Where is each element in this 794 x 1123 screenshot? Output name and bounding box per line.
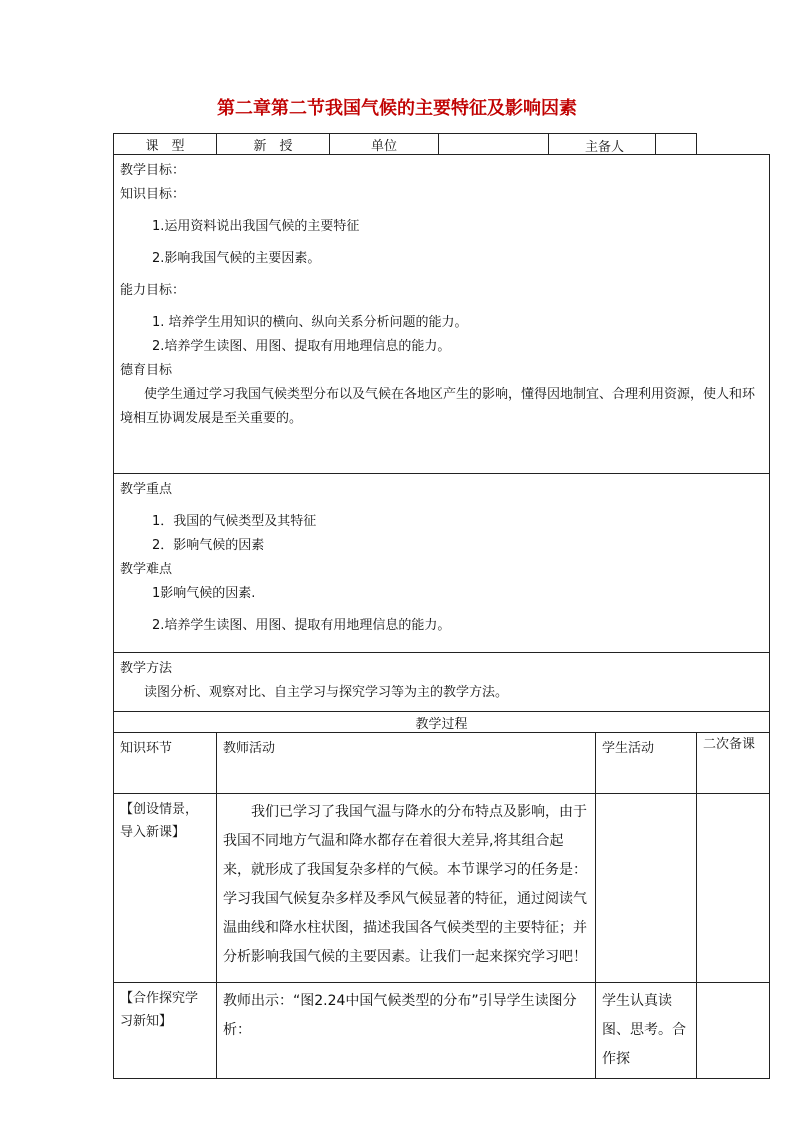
- process-columns-row: [114, 733, 770, 794]
- moral-text: 使学生通过学习我国气候类型分布以及气候在各地区产生的影响，懂得因地制宜、合理利用资源，使人和环境相互协调发展是至关重要的。: [120, 387, 756, 426]
- column-stage: 知识环节: [114, 733, 217, 794]
- focus-heading: 教学重点: [120, 482, 173, 497]
- page-title: 第二章第二节我国气候的主要特征及影响因素: [217, 98, 577, 119]
- unit-value: [439, 134, 549, 155]
- knowledge-heading: 知识目标：: [120, 187, 186, 202]
- column-teacher: 教师活动: [217, 733, 596, 794]
- focus-row: [114, 474, 770, 653]
- difficulty-item: 2.培养学生读图、用图、提取有用地理信息的能力。: [152, 618, 451, 633]
- difficulty-item: 1影响气候的因素.: [152, 586, 256, 601]
- method-row: [114, 653, 770, 712]
- student-cell: 学生认真读图、思考。合作探: [596, 983, 697, 1079]
- knowledge-item: 1.运用资料说出我国气候的主要特征: [152, 219, 360, 234]
- notes-cell: [697, 794, 770, 983]
- stage-cell: 【创设情景，导入新课】: [114, 794, 217, 983]
- method-text: 读图分析、观察对比、自主学习与探究学习等为主的教学方法。: [144, 685, 509, 700]
- focus-item: 1．我国的气候类型及其特征: [152, 514, 317, 529]
- process-row: [114, 794, 770, 983]
- objectives-row: [114, 155, 770, 474]
- unit-label: 单位: [330, 134, 439, 155]
- course-type-value: 新 授: [217, 134, 330, 155]
- process-row: [114, 983, 770, 1079]
- teacher-cell: 教师出示：“图2.24中国气候类型的分布”引导学生读图分析：: [217, 983, 596, 1079]
- stage-cell: 【合作探究学习新知】: [114, 983, 217, 1079]
- preparer-label-overlay: 主备人: [585, 140, 625, 155]
- process-heading: 教学过程: [114, 712, 770, 733]
- ability-item: 1. 培养学生用知识的横向、纵向关系分析问题的能力。: [152, 315, 468, 330]
- process-heading-row: [114, 712, 770, 733]
- teacher-cell: 我们已学习了我国气温与降水的分布特点及影响，由于我国不同地方气温和降水都存在着很大差异,将其组合起来，就形成了我国复杂多样的气候。本节课学习的任务是：学习我国气候复杂多样及季风气候显著的特征，通过阅读气温曲线和降水柱状图，描述我国各气候类型的主要特征；并分析影响我国气候的主要因素。让我们一起来探究学习吧！: [217, 794, 596, 983]
- objectives-heading: 教学目标：: [120, 163, 186, 178]
- header-row: [114, 134, 770, 155]
- method-heading: 教学方法: [120, 661, 173, 676]
- column-student: 学生活动: [596, 733, 697, 794]
- preparer-value: [656, 134, 697, 155]
- lesson-plan-table: [113, 133, 770, 1079]
- ability-heading: 能力目标：: [120, 283, 186, 298]
- notes-cell: [697, 983, 770, 1079]
- moral-heading: 德育目标: [120, 363, 173, 378]
- column-notes: 二次备课: [697, 733, 770, 794]
- difficulty-heading: 教学难点: [120, 562, 173, 577]
- ability-item: 2.培养学生读图、用图、提取有用地理信息的能力。: [152, 339, 451, 354]
- student-cell: [596, 794, 697, 983]
- knowledge-item: 2.影响我国气候的主要因素。: [152, 251, 321, 266]
- focus-item: 2．影响气候的因素: [152, 538, 265, 553]
- course-type-label: 课 型: [114, 134, 217, 155]
